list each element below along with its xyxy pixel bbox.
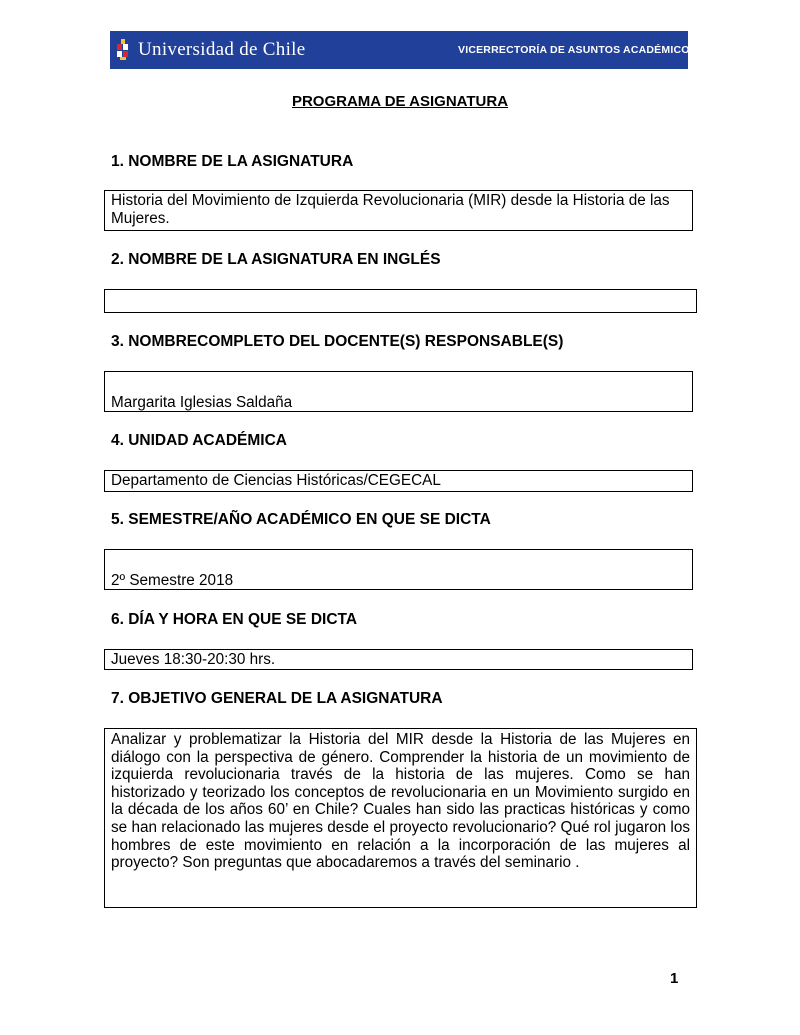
section-2-heading: 2. NOMBRE DE LA ASIGNATURA EN INGLÉS: [111, 251, 441, 268]
section-6-heading: 6. DÍA Y HORA EN QUE SE DICTA: [111, 611, 358, 628]
university-name: Universidad de Chile: [138, 39, 306, 60]
section-2-field: [104, 289, 697, 313]
university-crest-icon: [116, 39, 130, 61]
section-5-value: 2º Semestre 2018: [111, 571, 234, 589]
header-banner: [110, 31, 697, 69]
section-5-heading: 5. SEMESTRE/AÑO ACADÉMICO EN QUE SE DICTA: [111, 511, 491, 528]
section-4-field: Departamento de Ciencias Históricas/CEGECAL: [104, 470, 693, 492]
section-4-heading: 4. UNIDAD ACADÉMICA: [111, 432, 287, 449]
section-6-field: Jueves 18:30-20:30 hrs.: [104, 649, 693, 670]
section-7-field: Analizar y problematizar la Historia del MIR desde la Historia de las Mujeres en diálogo con la perspectiva de género. Comprender la historia de un movimiento de izquierda revolucionaria través de la historia de las mujeres. Como se han historizado y teorizado los conceptos de revolucionaria en un Movimiento surgido en la década de los años 60’ en Chile? Cuales han sido las practicas históricas y como se han relacionado las mujeres desde el proyecto revolucionario? Qué rol jugaron los hombres de este movimiento en relación a la incorporación de las mujeres al proyecto? Son preguntas que abocadaremos a través del seminario .: [104, 728, 697, 908]
section-3-field: [104, 371, 693, 412]
page-title: PROGRAMA DE ASIGNATURA: [291, 93, 509, 110]
section-1-heading: 1. NOMBRE DE LA ASIGNATURA: [111, 153, 354, 170]
section-5-field: [104, 549, 693, 590]
vice-rectorate-name: VICERRECTORÍA DE ASUNTOS ACADÉMICOS: [458, 44, 697, 56]
section-7-heading: 7. OBJETIVO GENERAL DE LA ASIGNATURA: [111, 690, 443, 707]
section-3-value: Margarita Iglesias Saldaña: [111, 393, 293, 411]
page-number: 1: [670, 970, 679, 987]
section-3-heading: 3. NOMBRECOMPLETO DEL DOCENTE(S) RESPONSABLE(S): [111, 333, 564, 350]
section-1-field: Historia del Movimiento de Izquierda Revolucionaria (MIR) desde la Historia de las Mujeres.: [104, 190, 693, 231]
